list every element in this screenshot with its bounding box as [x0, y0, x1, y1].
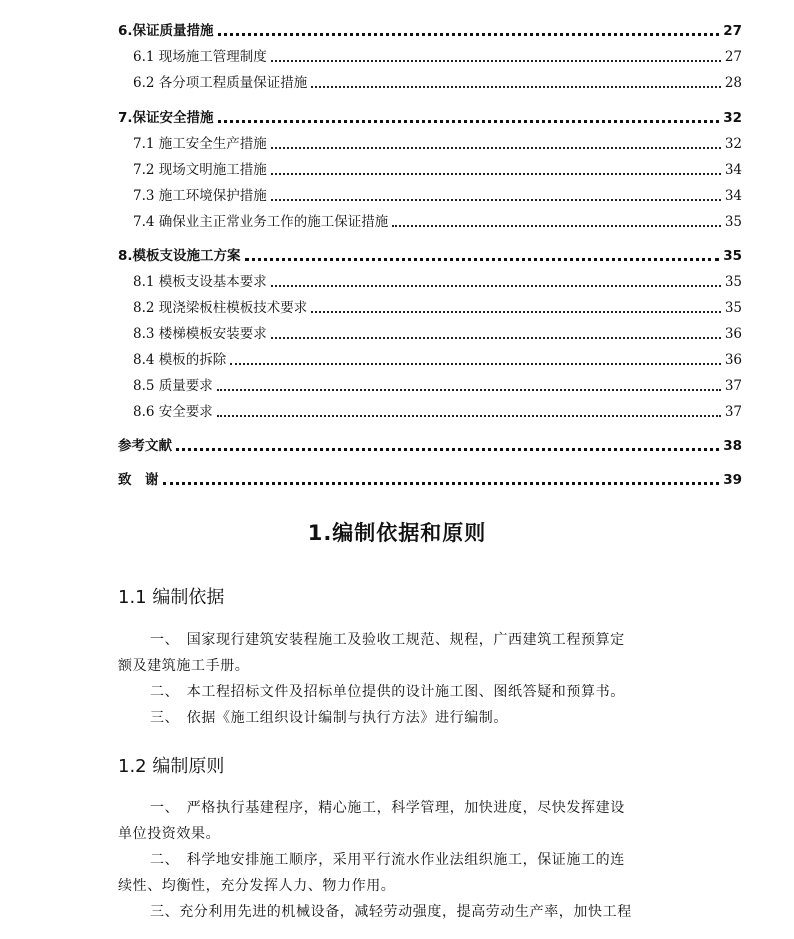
- toc-entry-page: 37: [724, 404, 742, 420]
- paragraph-line: 三、 依据《施工组织设计编制与执行方法》进行编制。: [150, 710, 508, 726]
- toc-entry-title: 参考文献: [118, 438, 172, 454]
- section-heading: 1.2 编制原则: [118, 756, 225, 777]
- toc-entry-page: 32: [724, 136, 742, 152]
- toc-entry-page: 36: [724, 326, 742, 342]
- paragraph: [118, 679, 678, 705]
- toc-entry-page: 35: [724, 214, 742, 230]
- toc-leader: [245, 258, 720, 261]
- toc-leader: [271, 285, 721, 287]
- toc-entry-title: 7.1 施工安全生产措施: [133, 136, 267, 152]
- toc-entry-title: 6.1 现场施工管理制度: [133, 49, 267, 65]
- toc-entry-page: 27: [723, 23, 742, 39]
- paragraph-line: 续性、均衡性，充分发挥人力、物力作用。: [118, 878, 396, 894]
- toc-leader: [230, 363, 721, 365]
- section-heading: 1.1 编制依据: [118, 587, 225, 608]
- toc-leader: [217, 415, 721, 417]
- paragraph: [118, 705, 678, 731]
- toc-leader: [163, 482, 720, 485]
- toc-leader: [311, 311, 721, 313]
- toc-entry[interactable]: [133, 402, 742, 422]
- toc-entry-title: 7.保证安全措施: [118, 110, 214, 126]
- toc-leader: [311, 86, 721, 88]
- paragraph-line: 额及建筑施工手册。: [118, 658, 250, 674]
- paragraph: [118, 847, 678, 899]
- toc-entry-page: 27: [724, 49, 742, 65]
- toc-entry[interactable]: [118, 246, 742, 266]
- toc-entry-page: 28: [724, 75, 742, 91]
- toc-entry-title: 7.2 现场文明施工措施: [133, 162, 267, 178]
- paragraph: [118, 795, 678, 847]
- toc-entry-title: 致 谢: [118, 472, 159, 488]
- toc-entry-title: 8.5 质量要求: [133, 378, 213, 394]
- toc-entry[interactable]: [133, 73, 742, 93]
- toc-leader: [271, 60, 721, 62]
- toc-entry-page: 39: [723, 472, 742, 488]
- toc-entry[interactable]: [133, 134, 742, 154]
- paragraph-line: 三、充分利用先进的机械设备，减轻劳动强度，提高劳动生产率，加快工程: [150, 904, 632, 920]
- toc-entry-page: 35: [724, 274, 742, 290]
- toc-entry-page: 35: [723, 248, 742, 264]
- toc-entry-title: 8.4 模板的拆除: [133, 352, 227, 368]
- toc-entry-page: 32: [723, 110, 742, 126]
- paragraph: [118, 899, 678, 925]
- toc-entry-page: 35: [724, 300, 742, 316]
- toc-entry[interactable]: [133, 376, 742, 396]
- toc-entry[interactable]: [133, 272, 742, 292]
- toc-entry[interactable]: [133, 212, 742, 232]
- toc-entry-title: 8.3 楼梯模板安装要求: [133, 326, 267, 342]
- chapter-title: 1.编制依据和原则: [307, 521, 487, 545]
- toc-entry-page: 36: [724, 352, 742, 368]
- paragraph-line: 二、 本工程招标文件及招标单位提供的设计施工图、图纸答疑和预算书。: [150, 684, 625, 700]
- toc-leader: [271, 173, 721, 175]
- toc-entry[interactable]: [133, 47, 742, 67]
- toc-leader: [392, 225, 721, 227]
- toc-entry-title: 8.2 现浇梁板柱模板技术要求: [133, 300, 308, 316]
- paragraph: [118, 627, 678, 679]
- toc-entry-title: 8.1 模板支设基本要求: [133, 274, 267, 290]
- toc-entry-page: 34: [724, 188, 742, 204]
- paragraph-line: 一、 国家现行建筑安装程施工及验收工规范、规程，广西建筑工程预算定: [150, 632, 625, 648]
- toc-leader: [217, 389, 721, 391]
- toc-entry-page: 34: [724, 162, 742, 178]
- toc-entry[interactable]: [118, 108, 742, 128]
- toc-entry-title: 8.模板支设施工方案: [118, 248, 241, 264]
- toc-entry-page: 38: [723, 438, 742, 454]
- toc-leader: [271, 199, 721, 201]
- toc-entry[interactable]: [118, 21, 742, 41]
- toc-entry[interactable]: [133, 324, 742, 344]
- toc-leader: [271, 337, 721, 339]
- paragraph-line: 二、 科学地安排施工顺序，采用平行流水作业法组织施工，保证施工的连: [150, 852, 625, 868]
- toc-entry-title: 7.3 施工环境保护措施: [133, 188, 267, 204]
- toc-entry[interactable]: [118, 470, 742, 490]
- paragraph-line: 单位投资效果。: [118, 826, 221, 842]
- toc-entry-title: 7.4 确保业主正常业务工作的施工保证措施: [133, 214, 389, 230]
- paragraph-line: 一、 严格执行基建程序，精心施工，科学管理，加快进度，尽快发挥建设: [150, 800, 625, 816]
- toc-leader: [176, 448, 719, 451]
- toc-entry[interactable]: [133, 160, 742, 180]
- toc-entry-page: 37: [724, 378, 742, 394]
- toc-leader: [218, 120, 720, 123]
- toc-entry[interactable]: [133, 298, 742, 318]
- toc-leader: [218, 33, 720, 36]
- toc-entry[interactable]: [133, 186, 742, 206]
- toc-leader: [271, 147, 721, 149]
- toc-entry[interactable]: [118, 436, 742, 456]
- toc-entry[interactable]: [133, 350, 742, 370]
- toc-entry-title: 8.6 安全要求: [133, 404, 213, 420]
- toc-entry-title: 6.2 各分项工程质量保证措施: [133, 75, 308, 91]
- toc-entry-title: 6.保证质量措施: [118, 23, 214, 39]
